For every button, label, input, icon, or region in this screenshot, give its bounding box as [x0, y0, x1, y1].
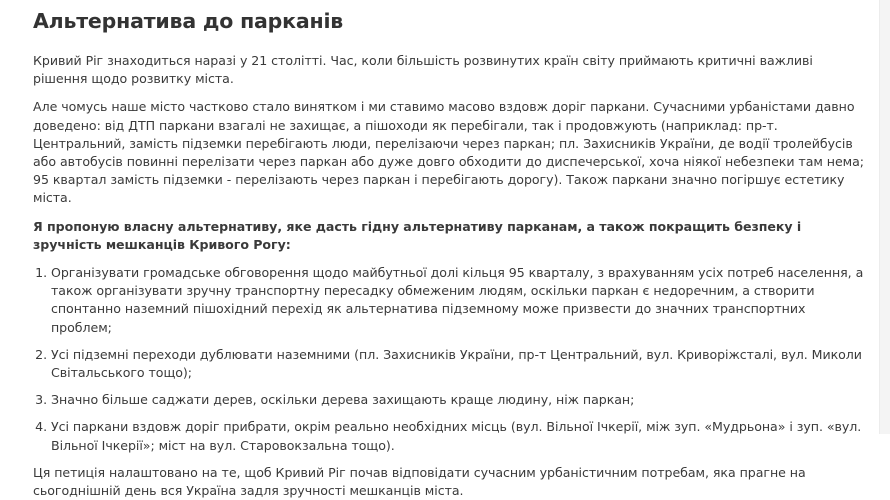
petition-closing: Ця петиція налаштовано на те, щоб Кривий Ріг почав відповідати сучасним урбаністичним потребам, яка прагне на сьогоднішній день вся Україна задля зручності мешканців міста. [33, 464, 806, 499]
proposal-item: 1. Організувати громадське обговорення щодо майбутньої долі кільця 95 кварталу, з врахуванням усіх потреб населення, а також організувати зручну транспортну пересадку обмеженим людям, оскільки паркан є недоречним, а створити спонтанно наземний пішохідний перехід як альтернатива підземному може призвести до значних транспортних проблем; [51, 264, 868, 337]
proposal-item: 2. Усі підземні переходи дублювати наземними (пл. Захисників України, пр-т Центральний, вул. Криворіжсталі, вул. Миколи Світальського тощо); [51, 346, 868, 382]
scrollbar[interactable] [879, 0, 890, 434]
petition-paragraph: Кривий Ріг знаходиться наразі у 21 столітті. Час, коли більшість розвинутих країн світу приймають критичні важливі рішення щодо розвитку міста. [33, 53, 813, 87]
proposal-item: 3. Значно більше саджати дерев, оскільки дерева захищають краще людину, ніж паркан; [51, 391, 868, 409]
petition-paragraph: Але чомусь наше місто частково стало винятком і ми ставимо масово вздовж доріг паркани. Сучасними урбаністами давно доведено: від ДТП паркани взагалі не захищає, а пішоходи як перебігали, так і продовжують (наприклад: пр-т. Центральний, замість підземки перебігають люди, перелізаючи через паркан; пл. Захисників України, де водії тролейбусів або автобусів повинні перелізати через паркан або дуже довго обходити до диспечерської, хоча ніякої небезпеки там нема; 95 квартал замість підземки - перелізають через паркан і перебігають дорогу). Також паркани значно погіршує естетику міста. [33, 99, 864, 206]
petition-body [33, 52, 868, 500]
petition-title: Альтернатива до парканів [33, 9, 344, 33]
proposal-item: 4. Усі паркани вздовж доріг прибрати, окрім реально необхідних місць (вул. Вільної Ічкерії, між зуп. «Мудрьона» і зуп. «вул. Вільної Ічкерії»; міст на вул. Старовокзальна тощо). [51, 418, 868, 454]
proposal-intro: Я пропоную власну альтернативу, яке дасть гідну альтернативу парканам, а також покращить безпеку і зручність мешканців Кривого Рогу: [33, 218, 802, 252]
proposal-list [33, 264, 868, 455]
